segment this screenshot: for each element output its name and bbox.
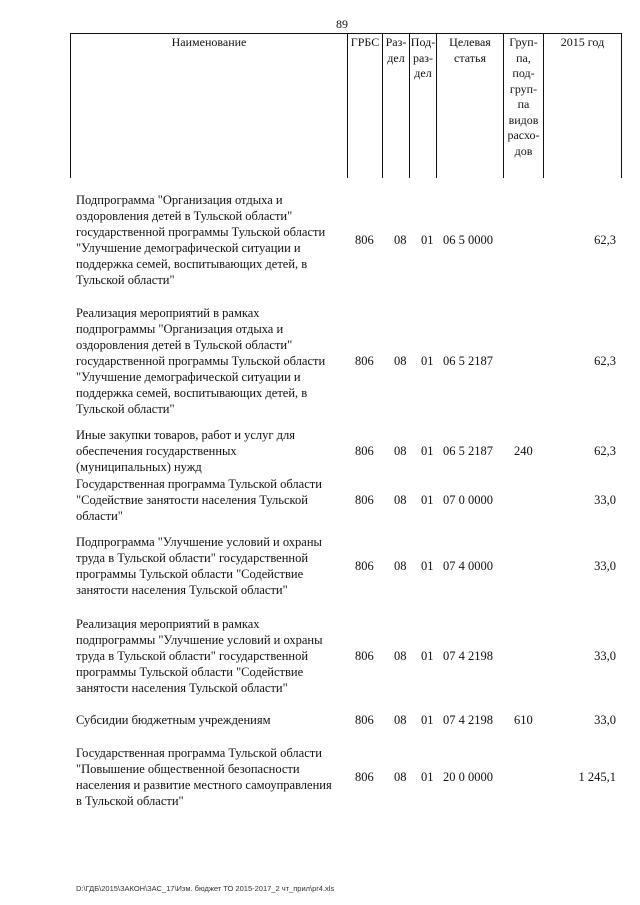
row-name-line: занятости населения Тульской области" [76, 583, 288, 597]
row-name [76, 534, 348, 598]
row-sum: 33,0 [594, 559, 616, 573]
row-name-line: обеспечения государственных [76, 444, 237, 458]
row-name-line: Подпрограмма "Улучшение условий и охраны [76, 535, 322, 549]
row-cs: 07 4 0000 [443, 559, 493, 573]
row-podrazdel: 01 [421, 713, 434, 727]
row-name-line: оздоровления детей в Тульской области" [76, 209, 293, 223]
row-razdel: 08 [394, 444, 407, 458]
row-podrazdel: 01 [421, 770, 434, 784]
row-name-line: Реализация мероприятий в рамках [76, 617, 260, 631]
row-name-line: государственной программы Тульской области [76, 225, 326, 239]
row-podrazdel: 01 [421, 444, 434, 458]
row-grbs: 806 [355, 233, 374, 247]
row-podrazdel: 01 [421, 233, 434, 247]
row-grbs: 806 [355, 559, 374, 573]
row-grbs: 806 [355, 444, 374, 458]
header-vr-line: под- [512, 66, 535, 80]
row-name-line: Государственная программа Тульской области [76, 746, 322, 760]
row-grbs: 806 [355, 354, 374, 368]
header-podrazdel-line: раз- [412, 50, 434, 65]
header-vr-line: па [517, 97, 530, 111]
header-razdel-line: Раз- [385, 35, 407, 49]
row-name-line: программы Тульской области "Содействие [76, 665, 304, 679]
header-vr-line: расхо- [507, 128, 540, 142]
row-name-line: "Повышение общественной безопасности [76, 762, 300, 776]
row-cs: 06 5 0000 [443, 233, 493, 247]
header-razdel [382, 34, 409, 178]
row-grbs: 806 [355, 713, 374, 727]
header-grbs [347, 34, 382, 178]
row-vr: 240 [514, 444, 533, 458]
header-cs-line: статья [454, 50, 486, 65]
row-podrazdel: 01 [421, 354, 434, 368]
row-name-line: оздоровления детей в Тульской области" [76, 338, 293, 352]
header-name-label: Наименование [171, 35, 247, 49]
row-name-line: Государственная программа Тульской области [76, 477, 322, 491]
row-razdel: 08 [394, 493, 407, 507]
row-name-line: населения и развитие местного самоуправления [76, 778, 332, 792]
row-name-line: Реализация мероприятий в рамках [76, 306, 260, 320]
table-header [70, 33, 622, 178]
row-name-line: поддержка семей, воспитывающих детей, в [76, 257, 308, 271]
row-sum: 62,3 [594, 444, 616, 458]
row-name-line: Иные закупки товаров, работ и услуг для [76, 428, 296, 442]
row-razdel: 08 [394, 713, 407, 727]
row-vr: 610 [514, 713, 533, 727]
row-name-line: программы Тульской области "Содействие [76, 567, 304, 581]
header-vr-line: па, [516, 50, 531, 65]
header-year [543, 34, 621, 178]
row-sum: 62,3 [594, 354, 616, 368]
header-year-label: 2015 год [560, 35, 605, 49]
header-vr-line: дов [514, 143, 533, 158]
row-razdel: 08 [394, 649, 407, 663]
row-name-line: "Улучшение демографической ситуации и [76, 370, 301, 384]
row-cs: 06 5 2187 [443, 444, 493, 458]
row-name-line: Субсидии бюджетным учреждениям [76, 713, 271, 727]
row-name-line: "Улучшение демографической ситуации и [76, 241, 301, 255]
row-name [76, 616, 348, 696]
row-name-line: в Тульской области" [76, 794, 184, 808]
row-razdel: 08 [394, 770, 407, 784]
row-name-line: (муниципальных) нужд [76, 460, 202, 474]
header-podrazdel-line: дел [414, 66, 432, 80]
row-cs: 20 0 0000 [443, 770, 493, 784]
row-sum: 1 245,1 [578, 770, 616, 784]
header-vr-line: груп- [509, 81, 538, 96]
row-name-line: труда в Тульской области" государственной [76, 551, 309, 565]
header-podrazdel-line: Под- [410, 35, 436, 49]
row-grbs: 806 [355, 493, 374, 507]
row-name [76, 305, 348, 417]
row-name-line: Подпрограмма "Организация отдыха и [76, 193, 283, 207]
row-name [76, 427, 348, 475]
header-cs-line: Целевая [449, 35, 491, 49]
row-sum: 33,0 [594, 713, 616, 727]
row-sum: 33,0 [594, 493, 616, 507]
header-vr-line: Груп- [509, 35, 538, 49]
row-name-line: Тульской области" [76, 402, 175, 416]
row-grbs: 806 [355, 649, 374, 663]
header-vr-line: видов [508, 112, 539, 127]
row-name [76, 192, 348, 288]
file-path-footer: D:\ГДБ\2015\ЗАКОН\ЗАС_17\Изм. бюджет ТО 2015-2017_2 чт_прил\pr4.xls [76, 884, 335, 893]
row-cs: 06 5 2187 [443, 354, 493, 368]
row-name-line: подпрограммы "Организация отдыха и [76, 322, 284, 336]
row-name [76, 745, 348, 809]
row-cs: 07 4 2198 [443, 713, 493, 727]
row-podrazdel: 01 [421, 493, 434, 507]
page-number: 89 [336, 17, 348, 31]
row-sum: 33,0 [594, 649, 616, 663]
row-name-line: Тульской области" [76, 273, 175, 287]
header-vr [503, 34, 543, 178]
row-name-line: занятости населения Тульской области" [76, 681, 288, 695]
header-name [71, 34, 347, 178]
row-name [76, 712, 348, 728]
header-podrazdel [409, 34, 436, 178]
row-name-line: труда в Тульской области" государственной [76, 649, 309, 663]
row-name-line: поддержка семей, воспитывающих детей, в [76, 386, 308, 400]
row-grbs: 806 [355, 770, 374, 784]
row-sum: 62,3 [594, 233, 616, 247]
row-name [76, 476, 348, 524]
row-name-line: подпрограммы "Улучшение условий и охраны [76, 633, 323, 647]
header-cs [436, 34, 503, 178]
row-podrazdel: 01 [421, 559, 434, 573]
row-cs: 07 0 0000 [443, 493, 493, 507]
row-razdel: 08 [394, 559, 407, 573]
row-name-line: государственной программы Тульской области [76, 354, 326, 368]
row-name-line: области" [76, 509, 123, 523]
row-razdel: 08 [394, 354, 407, 368]
row-cs: 07 4 2198 [443, 649, 493, 663]
row-name-line: "Содействие занятости населения Тульской [76, 493, 308, 507]
header-razdel-line: дел [387, 50, 405, 65]
row-razdel: 08 [394, 233, 407, 247]
header-grbs-label: ГРБС [350, 35, 380, 49]
row-podrazdel: 01 [421, 649, 434, 663]
